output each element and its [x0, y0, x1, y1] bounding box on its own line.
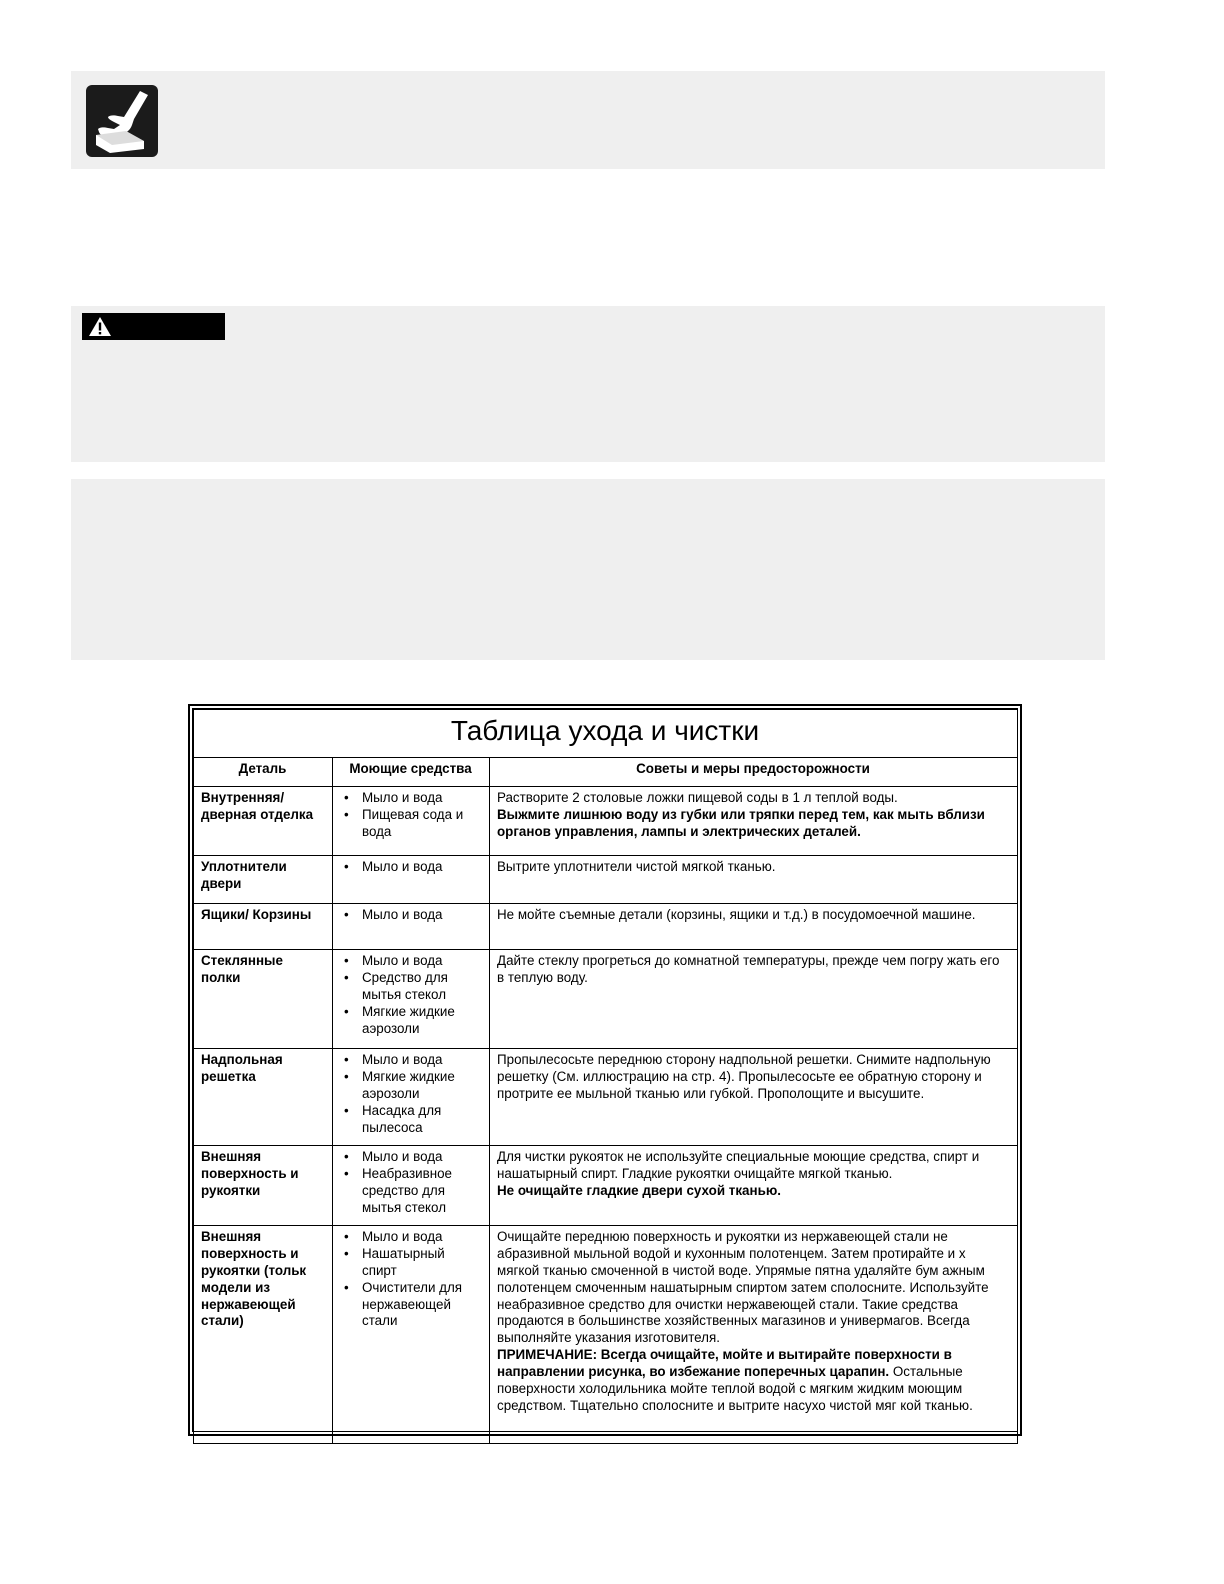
table-row: [194, 904, 1018, 950]
tip-paragraph: [497, 1347, 1009, 1415]
part-cell: Внешняя поверхность и рукоятки (тольк модели из нержавеющей стали): [194, 1226, 333, 1444]
part-cell: Стеклянные полки: [194, 950, 333, 1049]
tip-paragraph: [497, 907, 1009, 924]
part-cell: Уплотнители двери: [194, 856, 333, 904]
column-header-part: Деталь: [194, 758, 333, 787]
part-cell: Внутренняя/ дверная отделка: [194, 787, 333, 856]
tips-cell: [490, 1226, 1018, 1444]
agents-cell: [333, 1146, 490, 1226]
agents-cell: [333, 1049, 490, 1146]
info-band: [71, 479, 1105, 660]
agents-cell: [333, 787, 490, 856]
list-item: • Мягкие жидкие аэрозоли: [354, 1004, 481, 1038]
agents-list: [340, 907, 481, 924]
part-cell: Внешняя поверхность и рукоятки: [194, 1146, 333, 1226]
hand-wiping-icon: [86, 85, 158, 157]
table-row: [194, 950, 1018, 1049]
list-item: • Мыло и вода: [354, 1052, 481, 1069]
tip-paragraph: [497, 790, 1009, 807]
tip-text: Не мойте съемные детали (корзины, ящики и т.д.) в посудомоечной машине.: [497, 907, 976, 922]
tip-paragraph: [497, 1052, 1009, 1103]
list-item: • Мыло и вода: [354, 953, 481, 970]
tips-cell: [490, 787, 1018, 856]
list-item: • Мыло и вода: [354, 859, 481, 876]
list-item: • Насадка для пылесоса: [354, 1103, 481, 1137]
tip-paragraph: [497, 953, 1009, 987]
agents-list: [340, 953, 481, 1037]
agents-list: [340, 790, 481, 841]
tips-cell: [490, 950, 1018, 1049]
list-item: • Мыло и вода: [354, 790, 481, 807]
list-item: • Неабразивное средство для мытья стекол: [354, 1166, 481, 1217]
table-row: [194, 856, 1018, 904]
tip-text: Пропылесосьте переднюю сторону надпольной решетки. Снимите надпольную решетку (См. иллюстрацию на стр. 4). Пропылесосьте ее обратную сторону и протрите ее мыльной тканью или губкой. Прополощите и высушите.: [497, 1052, 991, 1101]
tip-text: Растворите 2 столовые ложки пищевой соды в 1 л теплой воды.: [497, 790, 898, 805]
caution-band: [71, 306, 1105, 462]
table-title: Таблица ухода и чистки: [194, 710, 1018, 758]
tips-cell: [490, 1049, 1018, 1146]
agents-cell: [333, 950, 490, 1049]
warning-triangle-icon: [88, 316, 112, 337]
tip-text: Очищайте переднюю поверхность и рукоятки из нержавеющей стали не абразивной мыльной водой и кухонным полотенцем. Затем протирайте и х мягкой тканью смоченной в чистой воде. Упрямые пятна удаляйте бум ажным полотенцем смоченным нашатырным спиртом затем сполосните. Используйте неабразивное средство для очистки нержавеющей стали. Такие средства продаются в большинстве хозяйственных магазинов и универмагов. Всегда выполняйте указания изготовителя.: [497, 1229, 989, 1346]
care-table: [188, 704, 1022, 1436]
tips-cell: [490, 1146, 1018, 1226]
list-item: • Нашатырный спирт: [354, 1246, 481, 1280]
agents-list: [340, 1149, 481, 1217]
caution-bar: [82, 313, 225, 340]
list-item: • Мыло и вода: [354, 907, 481, 924]
tip-text: Не очищайте гладкие двери сухой тканью.: [497, 1182, 781, 1198]
tip-paragraph: [497, 859, 1009, 876]
agents-cell: [333, 856, 490, 904]
tip-paragraph: [497, 1229, 1009, 1347]
tip-text: Остальные поверхности холодильника мойте теплой водой с мягким жидким моющим средством. Тщательно сполосните и вытрите насухо чистой мяг кой тканью.: [497, 1364, 973, 1413]
tip-paragraph: [497, 807, 1009, 841]
agents-cell: [333, 904, 490, 950]
tips-cell: [490, 856, 1018, 904]
part-cell: Ящики/ Корзины: [194, 904, 333, 950]
agents-cell: [333, 1226, 490, 1444]
column-header-tips: Советы и меры предосторожности: [490, 758, 1018, 787]
list-item: • Мыло и вода: [354, 1149, 481, 1166]
tip-text: Вытрите уплотнители чистой мягкой тканью.: [497, 859, 776, 874]
tip-text: Дайте стеклу прогреться до комнатной температуры, прежде чем погру жать его в теплую воду.: [497, 953, 1000, 985]
list-item: • Мыло и вода: [354, 1229, 481, 1246]
tip-text: Выжмите лишнюю воду из губки или тряпки перед тем, как мыть вблизи органов управления, лампы и электрических деталей.: [497, 806, 985, 839]
list-item: • Очистители для нержавеющей стали: [354, 1280, 481, 1331]
column-header-agents: Моющие средства: [333, 758, 490, 787]
tip-paragraph: [497, 1149, 1009, 1183]
tip-paragraph: [497, 1183, 1009, 1200]
tip-text: Для чистки рукояток не используйте специальные моющие средства, спирт и нашатырный спирт. Гладкие рукоятки очищайте мягкой тканью.: [497, 1149, 980, 1181]
tips-cell: [490, 904, 1018, 950]
tip-text: ПРИМЕЧАНИЕ: Всегда очищайте, мойте и вытирайте поверхности в направлении рисунка, во избежание поперечных царапин.: [497, 1347, 952, 1380]
table-row: [194, 1049, 1018, 1146]
agents-list: [340, 859, 481, 876]
agents-list: [340, 1229, 481, 1330]
list-item: • Средство для мытья стекол: [354, 970, 481, 1004]
care-header-band: [71, 71, 1105, 169]
table-row: [194, 1226, 1018, 1444]
part-cell: Надпольная решетка: [194, 1049, 333, 1146]
table-row: [194, 1146, 1018, 1226]
list-item: • Пищевая сода и вода: [354, 807, 481, 841]
list-item: • Мягкие жидкие аэрозоли: [354, 1069, 481, 1103]
agents-list: [340, 1052, 481, 1136]
table-row: [194, 787, 1018, 856]
